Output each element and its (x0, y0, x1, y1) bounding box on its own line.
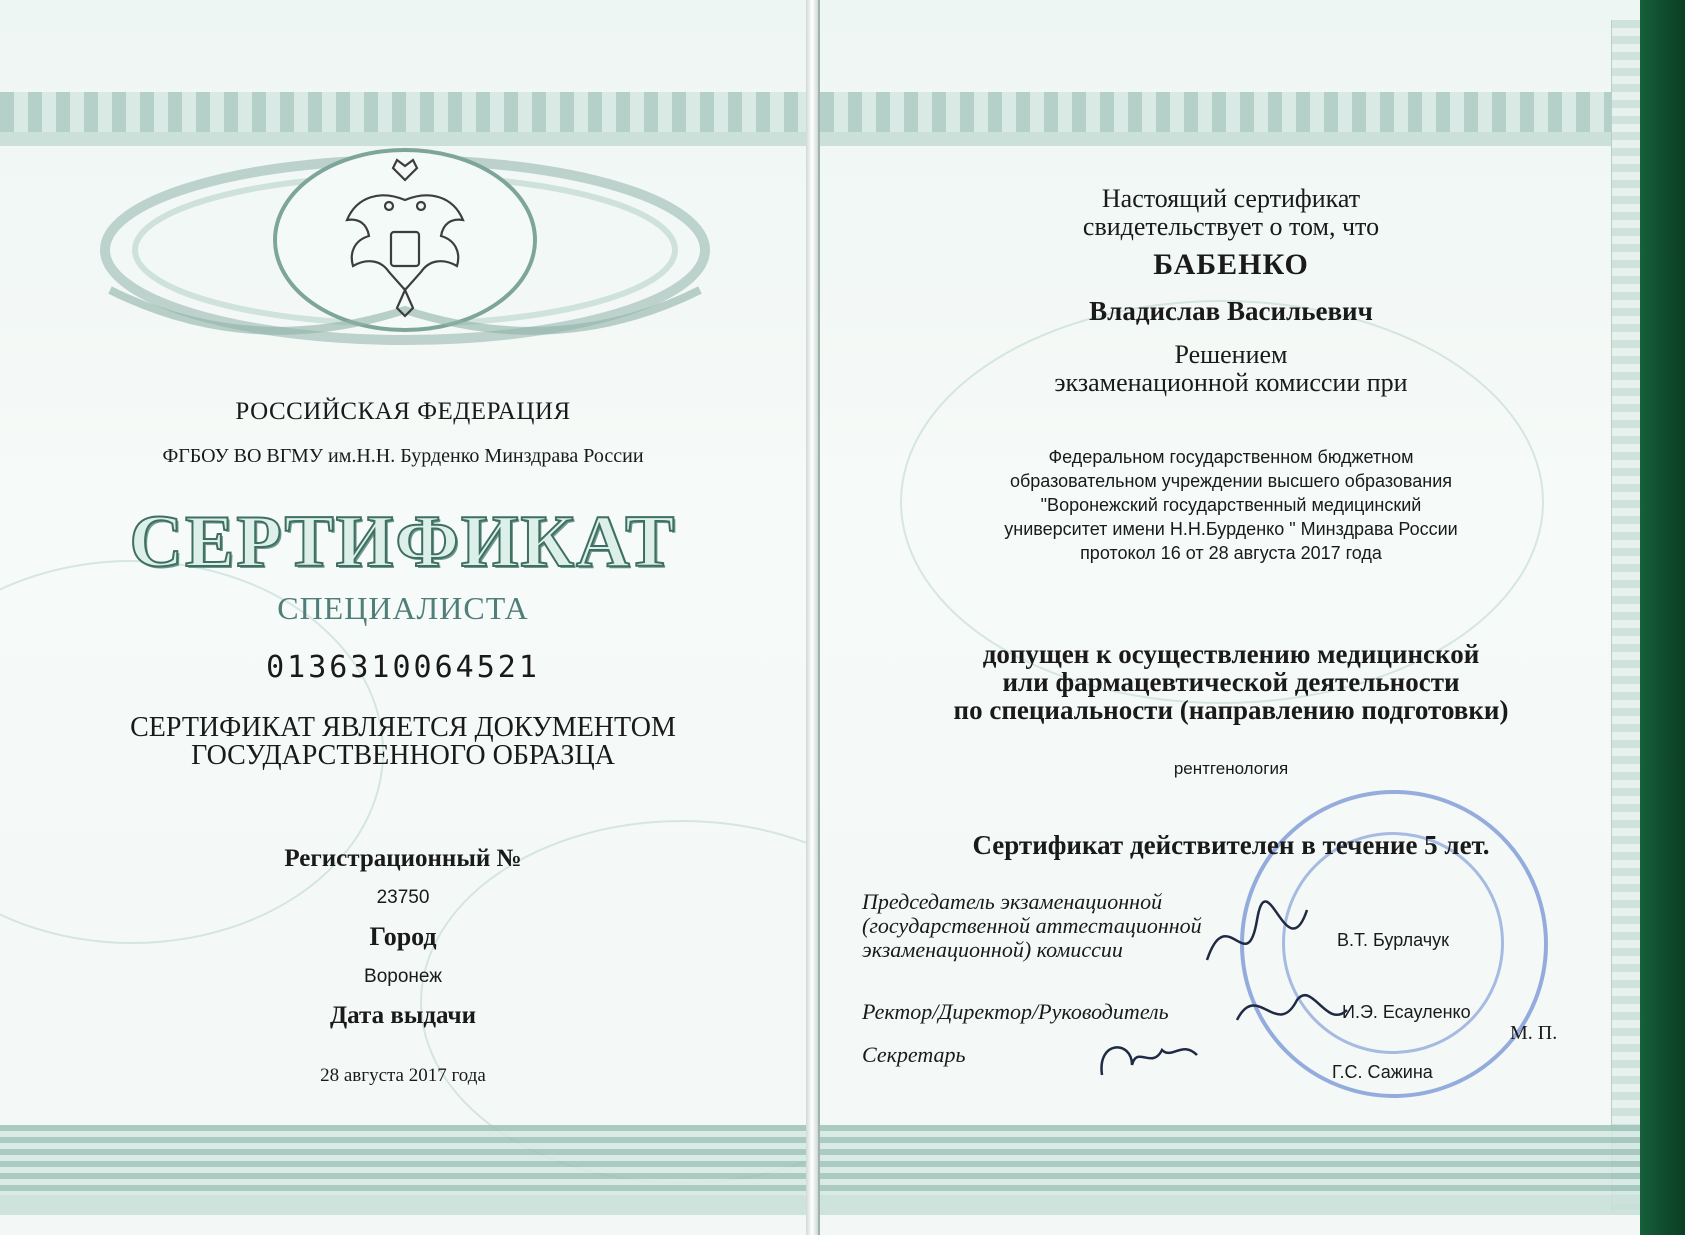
guilloche-band-bottom-accent (0, 1195, 806, 1215)
admission-block (820, 640, 1642, 724)
holder-surname: БАБЕНКО (1153, 248, 1309, 281)
guilloche-band-bottom (820, 1125, 1642, 1195)
rector-name: И.Э. Есауленко (1342, 1002, 1471, 1022)
country-label: РОССИЙСКАЯ ФЕДЕРАЦИЯ (235, 398, 571, 425)
rector-label: Ректор/Директор/Руководитель (862, 999, 1169, 1024)
organization-line: Федеральном государственном бюджетном (1048, 447, 1414, 467)
validity-statement: Сертификат действителен в течение 5 лет. (972, 830, 1490, 860)
certificate-subtitle: СПЕЦИАЛИСТА (277, 590, 529, 626)
issue-date-value: 28 августа 2017 года (320, 1065, 486, 1086)
left-page (0, 0, 806, 1235)
certificate-number: 0136310064521 (266, 650, 540, 685)
protocol-line: протокол 16 от 28 августа 2017 года (1080, 543, 1382, 563)
admission-line: допущен к осуществлению медицинской (982, 639, 1480, 669)
guilloche-band-top (820, 92, 1642, 132)
guilloche-band-bottom-accent (820, 1195, 1642, 1215)
organization-line: университет имени Н.Н.Бурденко " Минздрава России (1004, 519, 1458, 539)
organization-line: "Воронежский государственный медицинский (1040, 495, 1422, 515)
chair-label-line: (государственной аттестационной (862, 913, 1202, 938)
organization-block (820, 445, 1642, 565)
intro-line-1: Настоящий сертификат (1101, 184, 1361, 213)
signature-icon (1092, 1030, 1202, 1090)
holder-name: Владислав Васильевич (1089, 296, 1373, 326)
signatures-block (862, 890, 1582, 1100)
decision-line-1: Решением (1174, 340, 1288, 369)
state-doc-line-2: ГОСУДАРСТВЕННОГО ОБРАЗЦА (191, 740, 615, 771)
green-cover-edge (1640, 0, 1685, 1235)
decision-line-2: экзаменационной комиссии при (1054, 368, 1408, 397)
state-doc-line-1: СЕРТИФИКАТ ЯВЛЯЕТСЯ ДОКУМЕНТОМ (130, 712, 676, 743)
emblem-frame (70, 140, 740, 370)
admission-line: по специальности (направлению подготовки) (953, 695, 1509, 725)
chair-label-line: экзаменационной) комиссии (862, 937, 1123, 962)
signature-icon (1232, 980, 1352, 1040)
registration-value: 23750 (376, 887, 430, 908)
guilloche-band-top (0, 92, 806, 132)
right-page (818, 0, 1642, 1235)
coat-of-arms-icon (285, 140, 525, 340)
guilloche-band-top-accent (820, 132, 1642, 146)
registration-label: Регистрационный № (284, 845, 522, 872)
admission-line: или фармацевтической деятельности (1002, 667, 1460, 697)
chair-label (862, 890, 1202, 962)
issue-date-label: Дата выдачи (329, 1002, 477, 1029)
chair-name: В.Т. Бурлачук (1337, 930, 1449, 950)
book-spine (806, 0, 818, 1235)
speciality-value: рентгенология (1173, 759, 1289, 778)
secretary-name: Г.С. Сажина (1332, 1062, 1433, 1082)
city-label: Город (369, 922, 437, 951)
guilloche-band-bottom (0, 1125, 806, 1195)
intro-line-2: свидетельствует о том, что (1082, 212, 1380, 241)
seal-place-label: М. П. (1510, 1022, 1558, 1044)
secretary-label: Секретарь (862, 1042, 966, 1067)
institution-label: ФГБОУ ВО ВГМУ им.Н.Н. Бурденко Минздрава России (162, 445, 644, 467)
certificate-title: СЕРТИФИКАТ (129, 501, 677, 583)
chair-label-line: Председатель экзаменационной (862, 889, 1163, 914)
signature-icon (1197, 890, 1317, 980)
organization-line: образовательном учреждении высшего образования (1009, 471, 1453, 491)
city-value: Воронеж (364, 966, 442, 987)
